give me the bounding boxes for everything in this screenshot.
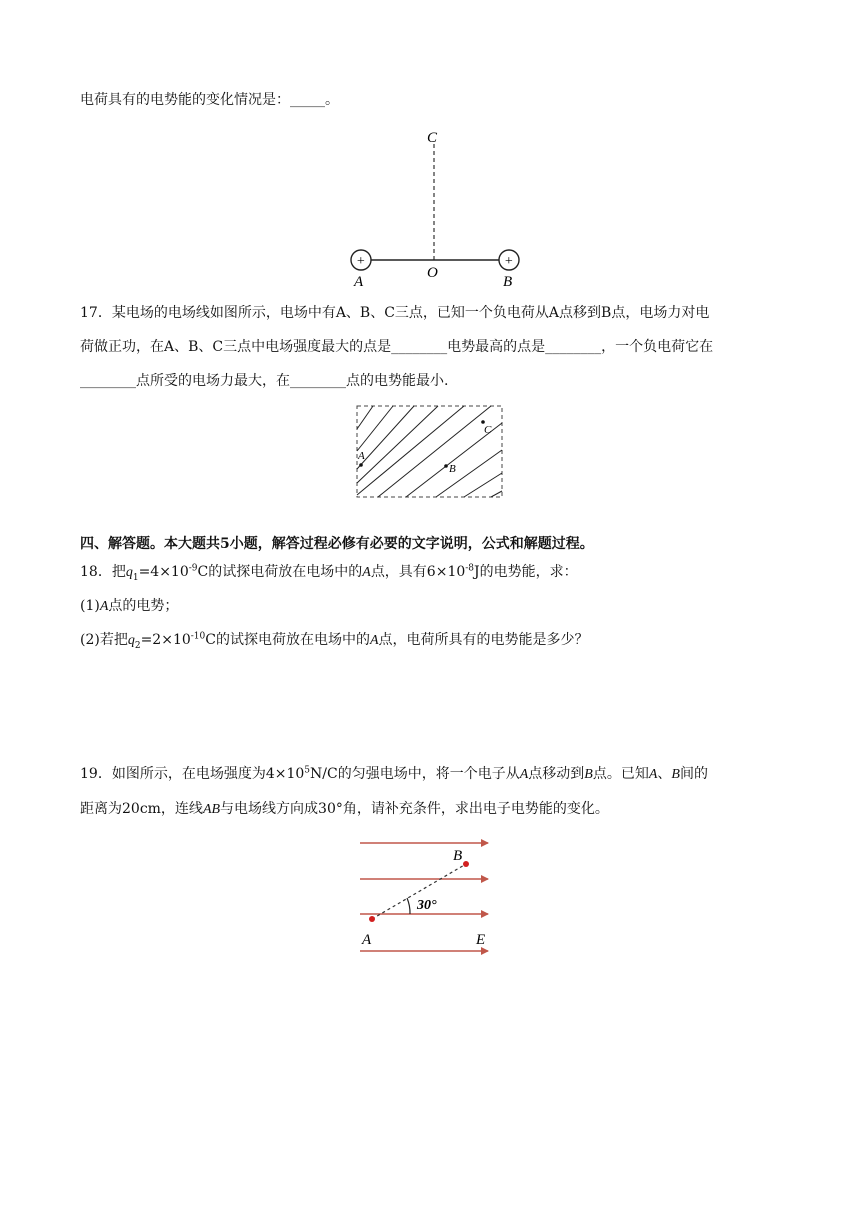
q19-label-e: E: [476, 932, 486, 948]
q19-angle-arc: [407, 898, 410, 914]
q18-part-1: (1)A点的电势；: [80, 598, 179, 614]
q18-part-2: (2)若把$q_2=2\times 10^{-10}C$的试探电荷放在电场中的A点，电荷所具有的电势能是多少？: [80, 631, 589, 651]
q16-figure: [340, 122, 530, 294]
q16-tail-text: 电荷具有的电势能的变化情况是：_____。: [80, 92, 339, 108]
q16-charge-a-sign: +: [356, 254, 366, 269]
q17-field-lines: [357, 406, 502, 497]
q16-label-o: O: [427, 265, 438, 281]
q19-figure: [355, 835, 495, 957]
q17-figure: [356, 405, 504, 499]
q16-label-b: B: [503, 274, 513, 290]
q17-label-c: C: [484, 424, 492, 436]
q19-point-a: [369, 916, 375, 922]
q19-line-1: 19．如图所示，在电场强度为$4\times 10^5N/C$的匀强电场中，将一个电子从A点移动到B点。已知A、B间的: [80, 765, 708, 782]
q17-line-1: 17．某电场的电场线如图所示，电场中有A、B、C三点，已知一个负电荷从A点移到B点，电场力对电: [80, 305, 710, 321]
q17-point-a: [359, 463, 363, 467]
q16-label-a: A: [354, 274, 364, 290]
q16-label-c: C: [427, 130, 438, 146]
q17-line-3: ________点所受的电场力最大，在________点的电势能最小.: [80, 373, 449, 389]
q16-charge-b-sign: +: [504, 254, 514, 269]
section-heading: 四、解答题。本大题共5小题，解答过程必修有必要的文字说明，公式和解题过程。: [80, 536, 594, 552]
q19-angle-label: 30°: [417, 898, 437, 913]
q18-intro: 18．把$q_1=4\times 10^{-9}C$的试探电荷放在电场中的A点，具有$6\times 10^{-8}J$的电势能，求：: [80, 563, 578, 583]
q17-label-a: A: [358, 450, 365, 462]
q19-label-a: A: [362, 932, 372, 948]
q19-field-lines: [360, 843, 488, 951]
q17-point-b: [444, 464, 448, 468]
q19-point-b: [463, 861, 469, 867]
q17-label-b: B: [449, 463, 456, 475]
q19-line-2: 距离为20cm，连线AB与电场线方向成30°角，请补充条件，求出电子电势能的变化。: [80, 801, 609, 817]
q17-line-2: 荷做正功，在A、B、C三点中电场强度最大的点是________电势最高的点是________，一个负电荷它在: [80, 339, 714, 355]
q17-dashed-border: [357, 406, 502, 497]
q19-label-b: B: [453, 848, 463, 864]
